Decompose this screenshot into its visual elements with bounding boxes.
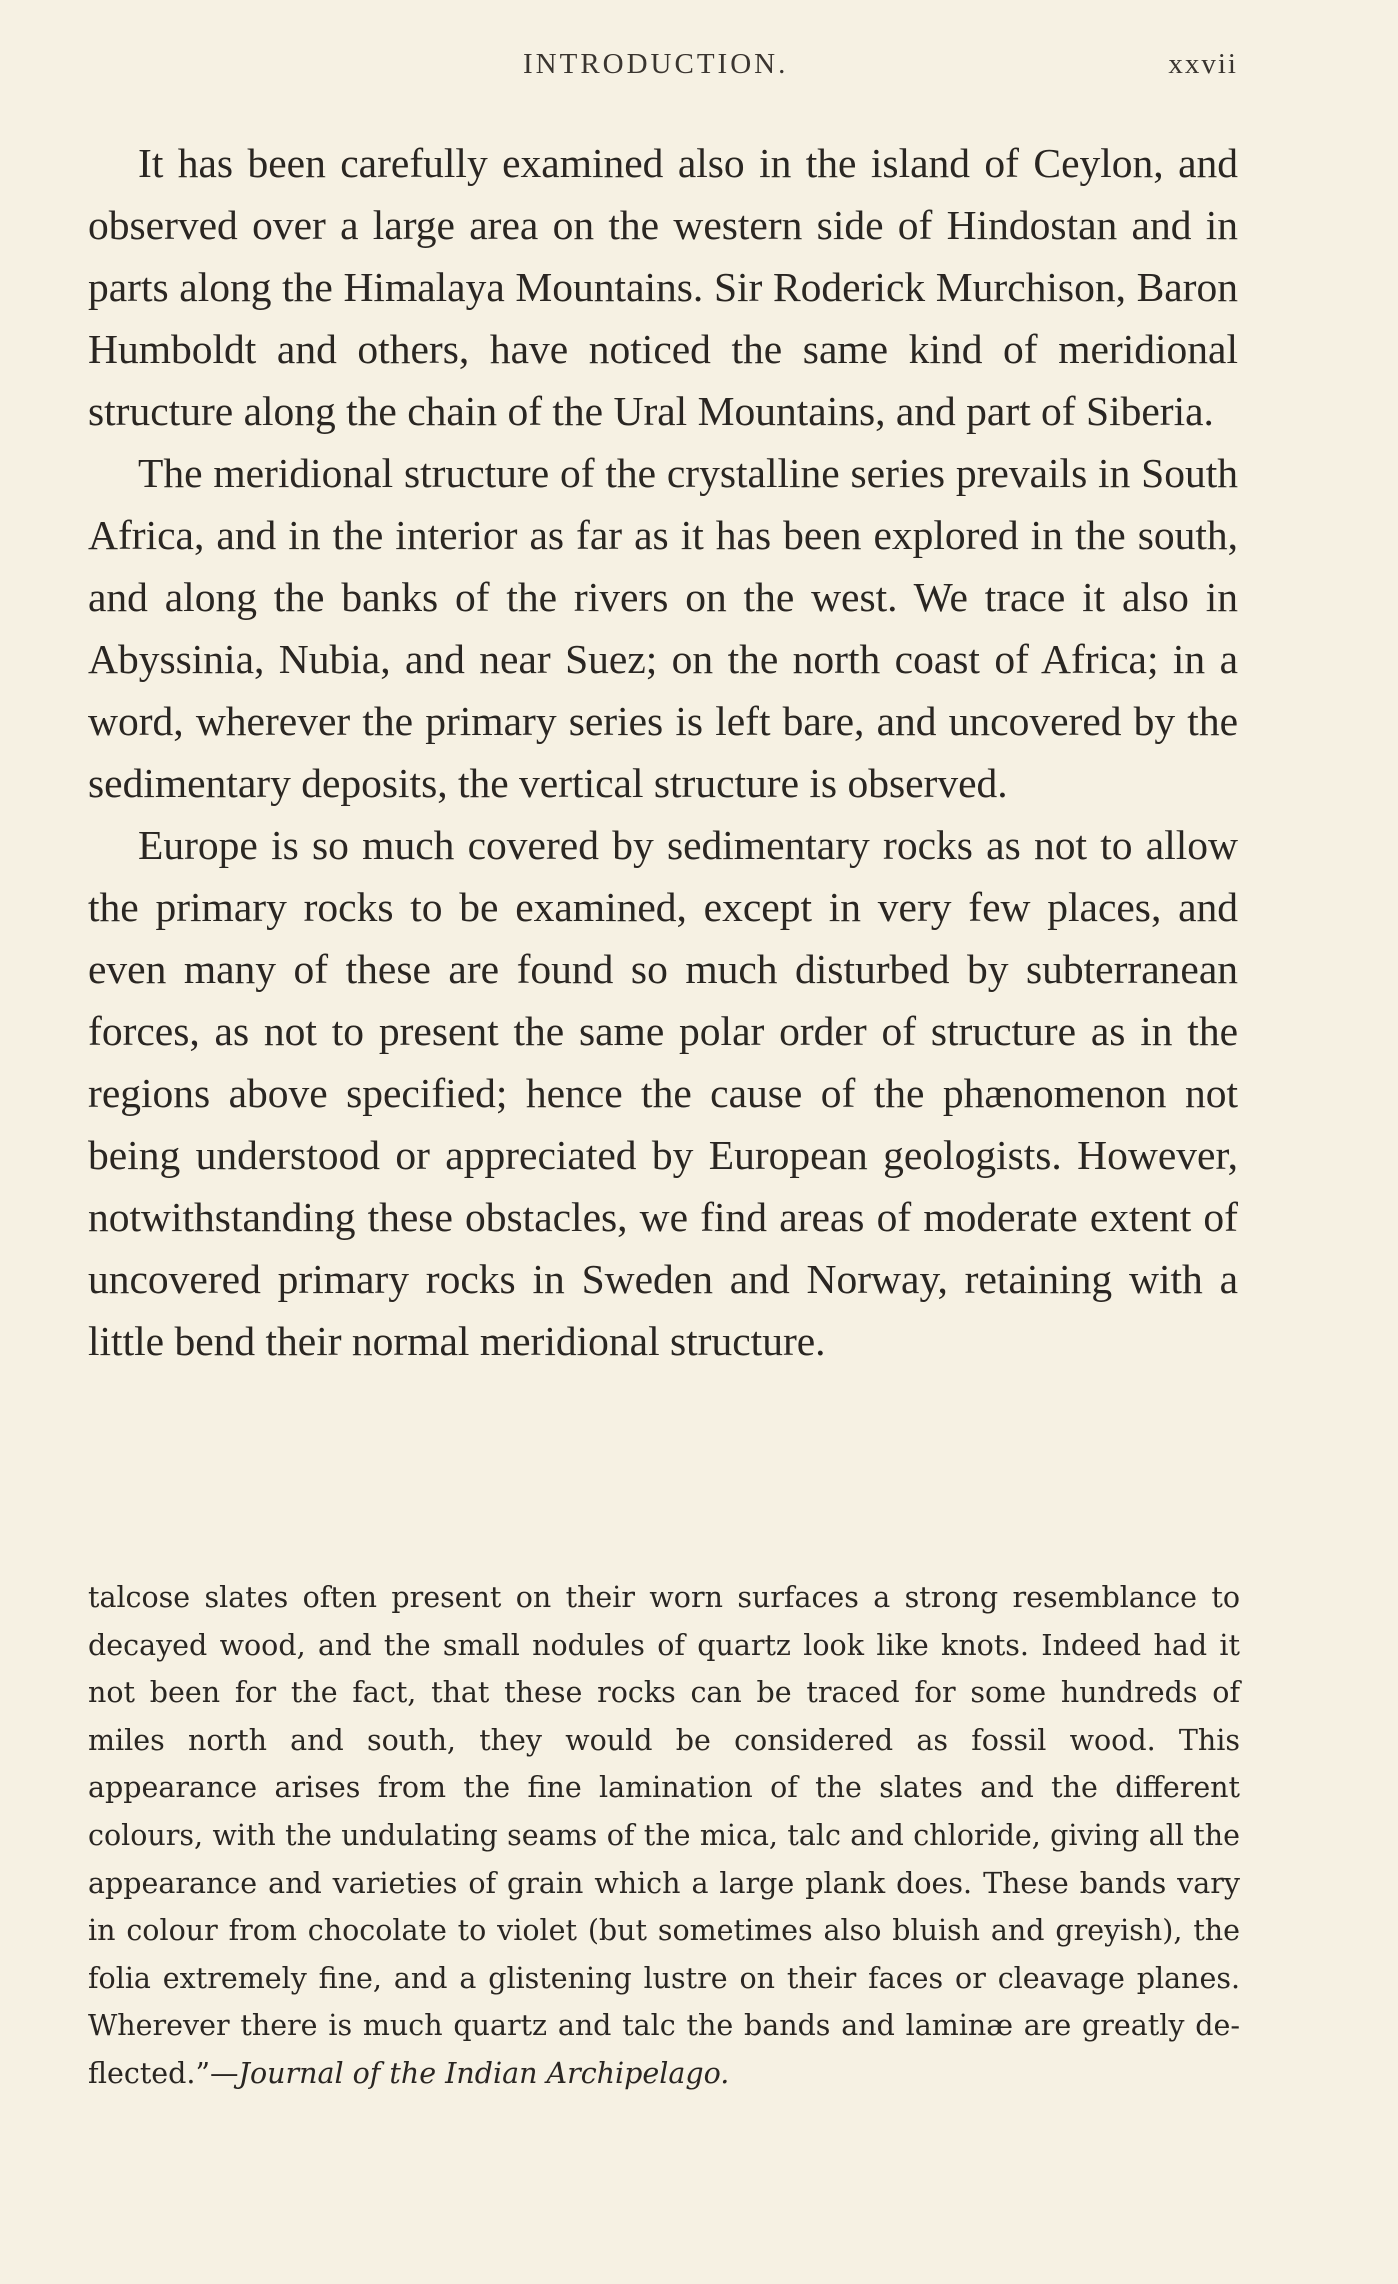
paragraph-ceylon-hindostan: It has been carefully examined also in the island of Ceylon, and observed over a large area on the western side of Hindostan and in parts along the Himalaya Mountains. Sir Roderick Murchison, Baron Humboldt and others, have noticed the same kind of meridional structure along the chain of the Ural Mountains, and part of Siberia. <box>88 140 1238 434</box>
footnote-citation: Journal of the Indian Archipelago. <box>238 2056 730 2090</box>
paragraph-europe: Europe is so much covered by sedimentary rocks as not to allow the primary rocks to be examined, except in very few places, and even many of these are found so much disturbed by subterranean forces, as not to present the same polar order of structure as in the regions above specified; hence the cause of the phænomenon not being understood or appreciated by European geologists. However, notwithstanding these obstacles, we find areas of moderate extent of uncovered primary rocks in Sweden and Norway, retaining with a little bend their normal meridional structure. <box>88 822 1238 1364</box>
footnote <box>88 1574 1240 2098</box>
paragraph-africa: The meridional structure of the crystalline series prevails in South Africa, and in the interior as far as it has been explored in the south, and along the banks of the rivers on the west. We trace it also in Abyssinia, Nubia, and near Suez; on the north coast of Africa; in a word, wherever the primary series is left bare, and uncovered by the sedimentary deposits, the vertical structure is observed. <box>88 450 1238 806</box>
footnote-text: talcose slates often present on their worn surfaces a strong resemblance to decayed wood, and the small nodules of quartz look like knots. Indeed had it not been for the fact, that these rocks can be traced for some hundreds of miles north and south, they would be considered as fossil wood. This appearance arises from the fine lamination of the slates and the different colours, with the undulating seams of the mica, talc and chloride, giving all the appearance and varieties of grain which a large plank does. These bands vary in colour from chocolate to violet (but sometimes also bluish and greyish), the folia extremely fine, and a glistening lustre on their faces or cleavage planes. Wherever there is much quartz and talc the bands and laminæ are greatly deflected.”— <box>88 1581 1240 2090</box>
running-head <box>88 48 1238 92</box>
running-title: INTRODUCTION. <box>523 48 789 80</box>
main-text <box>88 132 1238 1372</box>
page-number: xxvii <box>1168 48 1238 80</box>
footnote-paragraph <box>88 1574 1240 2098</box>
